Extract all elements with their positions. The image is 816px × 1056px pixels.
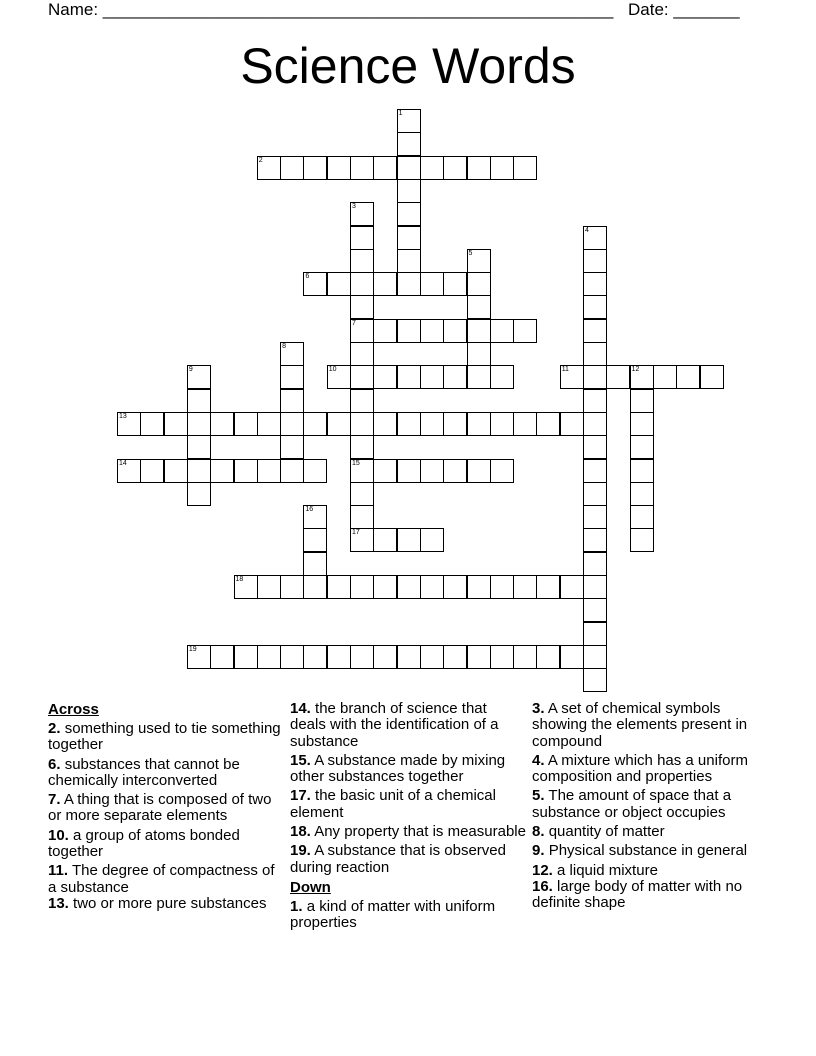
grid-cell[interactable]	[420, 319, 444, 343]
grid-cell[interactable]	[583, 226, 607, 250]
grid-cell[interactable]	[467, 319, 491, 343]
grid-cell[interactable]	[397, 109, 421, 133]
clue-across-14: 14. the branch of science that deals with the identification of a substance	[290, 700, 499, 750]
grid-cell[interactable]	[653, 365, 677, 389]
grid-cell[interactable]	[234, 645, 258, 669]
grid-cell[interactable]	[490, 575, 514, 599]
grid-cell[interactable]	[536, 412, 560, 436]
grid-cell[interactable]	[210, 645, 234, 669]
grid-cell[interactable]	[490, 412, 514, 436]
grid-cell[interactable]	[583, 435, 607, 459]
grid-cell[interactable]	[373, 575, 397, 599]
grid-cell[interactable]	[467, 645, 491, 669]
grid-cell[interactable]	[164, 459, 188, 483]
grid-cell[interactable]	[280, 389, 304, 413]
grid-cell[interactable]	[397, 249, 421, 273]
grid-cell[interactable]	[397, 412, 421, 436]
grid-cell[interactable]	[327, 412, 351, 436]
clue-down-5: 5. The amount of space that a substance or object occupies	[532, 787, 732, 821]
grid-cell[interactable]	[350, 249, 374, 273]
grid-cell[interactable]	[490, 645, 514, 669]
grid-cell[interactable]	[583, 389, 607, 413]
grid-cell[interactable]	[373, 645, 397, 669]
grid-cell[interactable]	[443, 272, 467, 296]
grid-cell[interactable]	[350, 575, 374, 599]
grid-cell[interactable]	[397, 575, 421, 599]
grid-cell[interactable]	[513, 319, 537, 343]
grid-cell[interactable]	[583, 342, 607, 366]
clue-down-8: 8. quantity of matter	[532, 823, 665, 841]
grid-cell[interactable]	[536, 575, 560, 599]
grid-cell[interactable]	[630, 365, 654, 389]
grid-cell[interactable]	[583, 575, 607, 599]
grid-cell[interactable]	[303, 645, 327, 669]
clue-across-13: 13. two or more pure substances	[48, 894, 267, 912]
clue-number: 2	[258, 156, 263, 164]
grid-cell[interactable]	[350, 319, 374, 343]
grid-cell[interactable]	[280, 365, 304, 389]
clue-down-9: 9. Physical substance in general	[532, 842, 748, 860]
grid-cell[interactable]	[303, 459, 327, 483]
clue-across-11: 11. The degree of compactness of a substance	[48, 862, 275, 896]
grid-cell[interactable]	[443, 365, 467, 389]
grid-cell[interactable]	[187, 412, 211, 436]
grid-cell[interactable]	[583, 598, 607, 622]
clue-number: 1	[398, 110, 403, 117]
grid-cell[interactable]	[187, 482, 211, 506]
grid-cell[interactable]	[280, 156, 304, 180]
grid-cell[interactable]	[257, 156, 281, 180]
grid-cell[interactable]	[583, 319, 607, 343]
grid-cell[interactable]	[443, 459, 467, 483]
clue-number: 4	[585, 226, 589, 234]
grid-cell[interactable]	[583, 505, 607, 529]
grid-cell[interactable]	[234, 575, 258, 599]
grid-cell[interactable]	[443, 645, 467, 669]
grid-cell[interactable]	[420, 156, 444, 180]
grid-cell[interactable]	[676, 365, 700, 389]
clue-down-12: 12. a liquid mixture	[532, 861, 658, 879]
grid-cell[interactable]	[164, 412, 188, 436]
grid-cell[interactable]	[257, 645, 281, 669]
grid-cell[interactable]	[630, 435, 654, 459]
grid-cell[interactable]	[630, 459, 654, 483]
clue-down-1: 1. a kind of matter with uniform properties	[290, 897, 496, 932]
grid-cell[interactable]	[583, 249, 607, 273]
grid-cell[interactable]	[303, 412, 327, 436]
grid-cell[interactable]	[606, 365, 630, 389]
grid-cell[interactable]	[350, 435, 374, 459]
grid-cell[interactable]	[467, 342, 491, 366]
grid-cell[interactable]	[397, 202, 421, 226]
grid-cell[interactable]	[420, 459, 444, 483]
grid-cell[interactable]	[280, 645, 304, 669]
grid-cell[interactable]	[583, 645, 607, 669]
grid-cell[interactable]	[443, 575, 467, 599]
grid-cell[interactable]	[210, 459, 234, 483]
grid-cell[interactable]	[467, 295, 491, 319]
grid-cell[interactable]	[513, 645, 537, 669]
grid-cell[interactable]	[350, 226, 374, 250]
grid-cell[interactable]	[467, 272, 491, 296]
grid-cell[interactable]	[187, 435, 211, 459]
clue-number: 11	[561, 366, 569, 374]
clue-number: 10	[328, 366, 337, 374]
clue-down-4: 4. A mixture which has a uniform composition and properties	[532, 751, 748, 786]
grid-cell[interactable]	[467, 412, 491, 436]
grid-cell[interactable]	[397, 319, 421, 343]
grid-cell[interactable]	[467, 249, 491, 273]
grid-cell[interactable]	[397, 645, 421, 669]
grid-cell[interactable]	[397, 459, 421, 483]
grid-cell[interactable]	[234, 412, 258, 436]
grid-cell[interactable]	[443, 156, 467, 180]
grid-cell[interactable]	[397, 272, 421, 296]
grid-cell[interactable]	[350, 645, 374, 669]
clue-number: 9	[188, 366, 193, 374]
grid-cell[interactable]	[280, 575, 304, 599]
grid-cell[interactable]	[350, 389, 374, 413]
grid-cell[interactable]	[327, 575, 351, 599]
clue-across-2: 2. something used to tie something together	[48, 720, 281, 754]
grid-cell[interactable]	[350, 156, 374, 180]
grid-cell[interactable]	[560, 365, 584, 389]
grid-cell[interactable]	[280, 435, 304, 459]
grid-cell[interactable]	[350, 202, 374, 226]
clue-number: 12	[631, 366, 640, 374]
grid-cell[interactable]	[700, 365, 724, 389]
grid-cell[interactable]	[583, 668, 607, 692]
grid-cell[interactable]	[327, 645, 351, 669]
grid-cell[interactable]	[583, 459, 607, 483]
grid-cell[interactable]	[583, 552, 607, 576]
grid-cell[interactable]	[350, 295, 374, 319]
grid-cell[interactable]	[467, 365, 491, 389]
grid-cell[interactable]	[373, 319, 397, 343]
grid-cell[interactable]	[350, 272, 374, 296]
grid-cell[interactable]	[420, 365, 444, 389]
grid-cell[interactable]	[583, 482, 607, 506]
grid-cell[interactable]	[583, 295, 607, 319]
grid-cell[interactable]	[513, 412, 537, 436]
grid-cell[interactable]	[234, 459, 258, 483]
grid-cell[interactable]	[630, 412, 654, 436]
clue-number: 19	[188, 645, 197, 653]
clue-number: 18	[235, 576, 244, 583]
grid-cell[interactable]	[420, 412, 444, 436]
grid-cell[interactable]	[350, 528, 374, 552]
grid-cell[interactable]	[420, 575, 444, 599]
clues-column-2	[290, 701, 526, 935]
grid-cell[interactable]	[583, 412, 607, 436]
grid-cell[interactable]	[373, 156, 397, 180]
page-title: Science Words	[240, 38, 576, 94]
name-field-label: Name: ______________________________________________________	[48, 0, 614, 19]
clue-number: 16	[305, 506, 314, 514]
clue-number: 6	[305, 273, 310, 281]
grid-cell[interactable]	[187, 645, 211, 669]
grid-cell[interactable]	[257, 412, 281, 436]
grid-cell[interactable]	[350, 342, 374, 366]
grid-cell[interactable]	[280, 342, 304, 366]
clues-column-1	[48, 701, 284, 915]
grid-cell[interactable]	[303, 575, 327, 599]
clue-across-6: 6. substances that cannot be chemically interconverted	[48, 755, 240, 789]
grid-cell[interactable]	[303, 528, 327, 552]
grid-cell[interactable]	[350, 459, 374, 483]
grid-cell[interactable]	[560, 645, 584, 669]
grid-cell[interactable]	[467, 459, 491, 483]
grid-cell[interactable]	[327, 156, 351, 180]
grid-cell[interactable]	[350, 412, 374, 436]
grid-cell[interactable]	[350, 505, 374, 529]
grid-cell[interactable]	[630, 528, 654, 552]
grid-cell[interactable]	[373, 365, 397, 389]
grid-cell[interactable]	[187, 459, 211, 483]
grid-cell[interactable]	[397, 179, 421, 203]
grid-cell[interactable]	[560, 412, 584, 436]
grid-cell[interactable]	[303, 272, 327, 296]
grid-cell[interactable]	[536, 645, 560, 669]
grid-cell[interactable]	[583, 365, 607, 389]
grid-cell[interactable]	[490, 319, 514, 343]
clue-number: 15	[352, 459, 360, 467]
clue-across-7: 7. A thing that is composed of two or more separate elements	[48, 791, 272, 825]
grid-cell[interactable]	[257, 575, 281, 599]
clue-number: 17	[352, 529, 360, 537]
grid-cell[interactable]	[583, 272, 607, 296]
grid-cell[interactable]	[327, 365, 351, 389]
grid-cell[interactable]	[397, 132, 421, 156]
grid-cell[interactable]	[397, 156, 421, 180]
grid-cell[interactable]	[560, 575, 584, 599]
grid-cell[interactable]	[350, 365, 374, 389]
grid-cell[interactable]	[303, 156, 327, 180]
grid-cell[interactable]	[630, 389, 654, 413]
grid-cell[interactable]	[513, 575, 537, 599]
grid-cell[interactable]	[117, 412, 141, 436]
grid-cell[interactable]	[303, 505, 327, 529]
grid-cell[interactable]	[583, 622, 607, 646]
grid-cell[interactable]	[467, 156, 491, 180]
grid-cell[interactable]	[187, 389, 211, 413]
grid-cell[interactable]	[490, 459, 514, 483]
grid-cell[interactable]	[490, 156, 514, 180]
grid-cell[interactable]	[350, 482, 374, 506]
clue-across-19: 19. A substance that is observed during reaction	[290, 842, 506, 876]
grid-cell[interactable]	[630, 482, 654, 506]
clues-column-3	[532, 701, 768, 915]
grid-cell[interactable]	[490, 365, 514, 389]
grid-cell[interactable]	[397, 226, 421, 250]
grid-cell[interactable]	[187, 365, 211, 389]
grid-cell[interactable]	[513, 156, 537, 180]
clue-across-15: 15. A substance made by mixing other substances together	[290, 751, 506, 786]
grid-cell[interactable]	[443, 412, 467, 436]
grid-cell[interactable]	[280, 459, 304, 483]
clue-down-16: 16. large body of matter with no definite shape	[532, 877, 743, 912]
grid-cell[interactable]	[140, 459, 164, 483]
grid-cell[interactable]	[467, 575, 491, 599]
date-field-label: Date: _______	[628, 0, 740, 19]
grid-cell[interactable]	[210, 412, 234, 436]
clue-number: 8	[282, 343, 286, 350]
clue-across-17: 17. the basic unit of a chemical element	[290, 787, 496, 821]
grid-cell[interactable]	[117, 459, 141, 483]
grid-cell[interactable]	[373, 272, 397, 296]
grid-cell[interactable]	[280, 412, 304, 436]
grid-cell[interactable]	[397, 365, 421, 389]
clue-number: 13	[119, 412, 127, 420]
grid-cell[interactable]	[420, 645, 444, 669]
across-heading: Across	[48, 701, 99, 718]
grid-cell[interactable]	[583, 528, 607, 552]
grid-cell[interactable]	[303, 552, 327, 576]
clue-across-18: 18. Any property that is measurable	[290, 823, 526, 841]
grid-cell[interactable]	[257, 459, 281, 483]
grid-cell[interactable]	[327, 272, 351, 296]
grid-cell[interactable]	[140, 412, 164, 436]
grid-cell[interactable]	[373, 459, 397, 483]
grid-cell[interactable]	[420, 272, 444, 296]
grid-cell[interactable]	[630, 505, 654, 529]
grid-cell[interactable]	[373, 412, 397, 436]
clue-across-10: 10. a group of atoms bonded together	[48, 826, 240, 861]
clue-number: 14	[119, 459, 127, 467]
clue-number: 7	[352, 319, 356, 327]
grid-cell[interactable]	[373, 528, 397, 552]
clue-number: 5	[468, 249, 473, 257]
grid-cell[interactable]	[443, 319, 467, 343]
grid-cell[interactable]	[420, 528, 444, 552]
grid-cell[interactable]	[397, 528, 421, 552]
clue-down-3: 3. A set of chemical symbols showing the elements present in compound	[532, 700, 748, 750]
clue-number: 3	[352, 203, 356, 211]
down-heading: Down	[290, 878, 331, 896]
